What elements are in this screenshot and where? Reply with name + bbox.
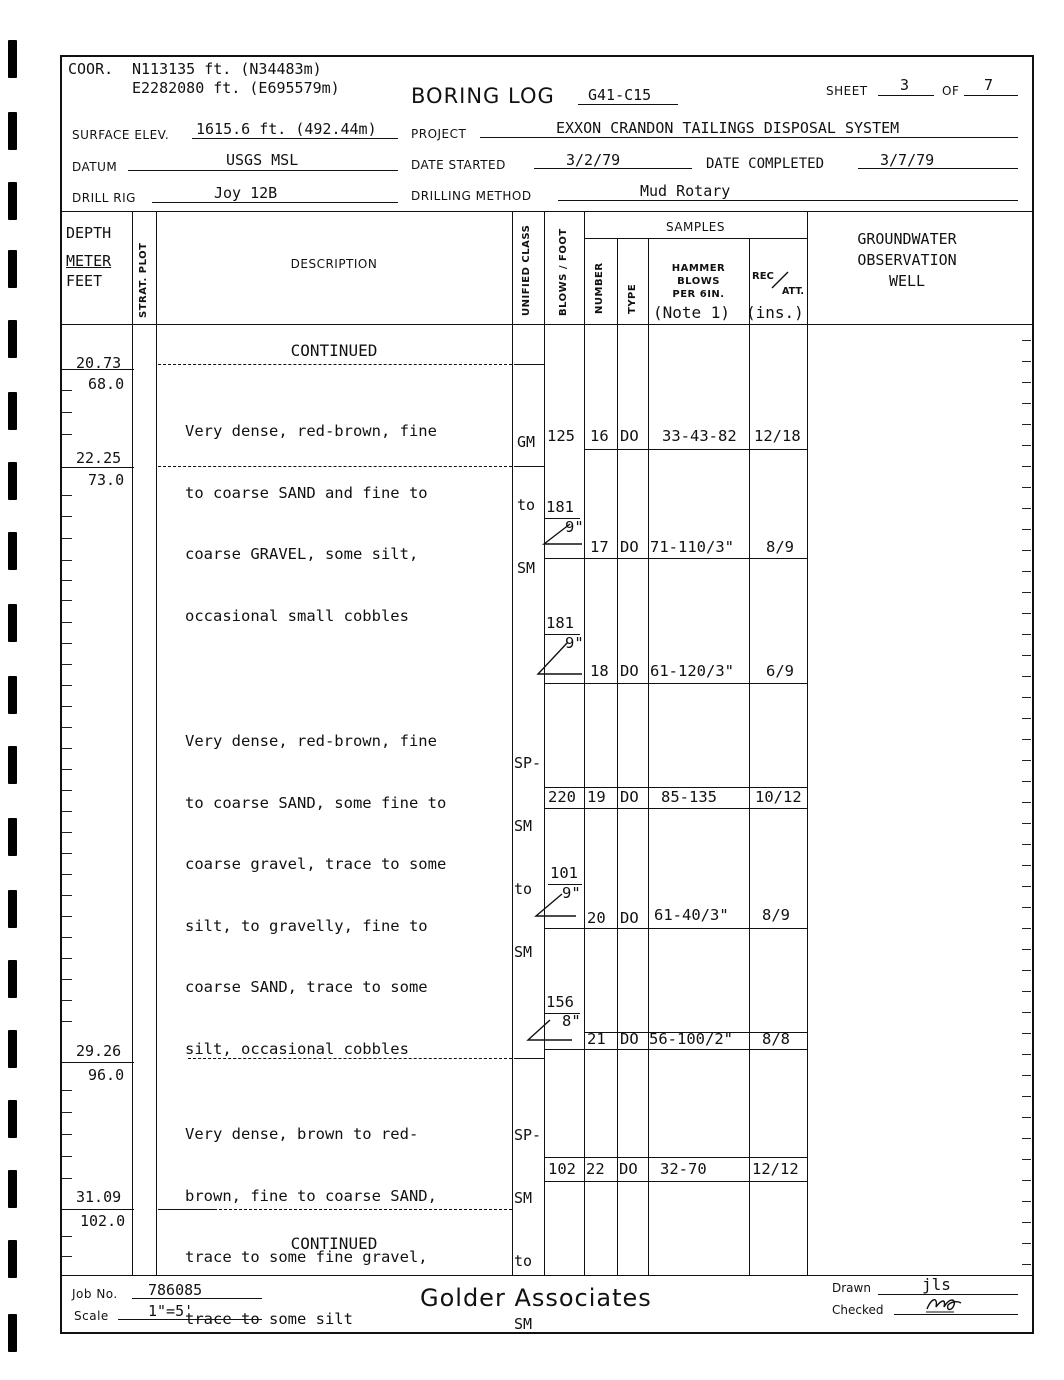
col-unified-class: UNIFIED CLASS — [521, 224, 532, 316]
col-hammer: HAMMER BLOWS PER 6IN. — [671, 263, 726, 300]
sample-number: 21 — [587, 1030, 606, 1048]
blows-penetration: 9" — [565, 518, 584, 536]
sheet-number: 3 — [900, 76, 910, 94]
col-strat-plot: STRAT. PLOT — [138, 242, 149, 318]
datum: USGS MSL — [226, 151, 299, 169]
sample-arrow-icon — [520, 636, 584, 678]
job-label: Job No. — [72, 1287, 118, 1301]
blows-per-foot: 181 — [546, 614, 574, 632]
hammer-blows: 61-40/3" — [654, 906, 729, 924]
drilling-method: Mud Rotary — [640, 182, 731, 200]
hammer-blows: 56-100/2" — [649, 1030, 733, 1048]
drill-rig-label: DRILL RIG — [72, 191, 136, 205]
recovery: 10/12 — [755, 788, 802, 806]
sample-arrow-icon — [526, 890, 584, 922]
sample-number: 20 — [587, 909, 606, 927]
col-description: DESCRIPTION — [290, 257, 378, 271]
depth-meter: 22.25 — [76, 449, 122, 467]
col-meter: METER — [66, 252, 112, 270]
coor-north: N113135 ft. (N34483m) — [132, 60, 322, 78]
continued-bottom: CONTINUED — [290, 1234, 378, 1253]
stratum-2-description: Very dense, red-brown, fine to coarse SAND, some fine to coarse gravel, trace to some silt, to gravelly, fine to coarse SAND, trace to some silt, occasional cobbles — [185, 732, 447, 1058]
sample-type: DO — [620, 662, 639, 680]
sample-type: DO — [620, 538, 639, 556]
recovery: 12/18 — [754, 427, 801, 445]
checked-label: Checked — [832, 1303, 884, 1317]
continued-top: CONTINUED — [290, 341, 378, 360]
blows-per-foot: 101 — [550, 864, 578, 882]
company-name: Golder Associates — [420, 1284, 652, 1312]
drill-rig: Joy 12B — [214, 184, 278, 202]
sample-type: DO — [620, 427, 639, 445]
surface-elev: 1615.6 ft. (492.44m) — [196, 120, 377, 138]
checked-signature — [924, 1293, 964, 1315]
stratum-1-description: Very dense, red-brown, fine to coarse SAND and fine to coarse GRAVEL, some silt, occasional small cobbles — [185, 422, 437, 625]
project-label: PROJECT — [411, 127, 467, 141]
page-title: BORING LOG — [411, 84, 555, 108]
hammer-blows: 61-120/3" — [650, 662, 734, 680]
sample-type: DO — [620, 788, 639, 806]
col-samples: SAMPLES — [665, 220, 726, 234]
col-type: TYPE — [627, 283, 638, 314]
recovery: 8/8 — [762, 1030, 790, 1048]
stratum-3-class: SP- SM to SM — [514, 1126, 542, 1333]
sample-type: DO — [619, 1160, 638, 1178]
col-depth: DEPTH — [66, 224, 112, 242]
blows-per-foot: 125 — [547, 427, 575, 445]
blows-per-foot: 220 — [548, 788, 576, 806]
drilling-method-label: DRILLING METHOD — [411, 189, 532, 203]
sheet-total: 7 — [984, 76, 994, 94]
stratum-2-class: SP- SM to SM — [514, 754, 542, 961]
hammer-blows: 33-43-82 — [662, 427, 737, 445]
sample-arrow-icon — [516, 1014, 584, 1046]
datum-label: DATUM — [72, 160, 118, 174]
blows-penetration: 8" — [562, 1012, 581, 1030]
col-blows-per-foot: BLOWS / FOOT — [558, 228, 569, 316]
recovery: 6/9 — [766, 662, 794, 680]
drawn-by: jls — [922, 1275, 951, 1294]
depth-feet: 68.0 — [88, 375, 125, 393]
blows-penetration: 9" — [565, 634, 584, 652]
scale: 1"=5' — [148, 1302, 194, 1320]
col-hammer-note: (Note 1) — [653, 303, 731, 322]
boring-id: G41-C15 — [588, 86, 652, 104]
blows-per-foot: 102 — [548, 1160, 576, 1178]
depth-meter: 31.09 — [76, 1188, 122, 1206]
blows-per-foot: 181 — [546, 498, 574, 516]
col-feet: FEET — [66, 272, 103, 290]
blows-penetration: 9" — [562, 884, 581, 902]
surface-elev-label: SURFACE ELEV. — [72, 128, 170, 142]
depth-meter: 29.26 — [76, 1042, 122, 1060]
hammer-blows: 32-70 — [660, 1160, 707, 1178]
date-started-label: DATE STARTED — [411, 158, 506, 172]
date-completed: 3/7/79 — [880, 151, 935, 169]
recovery: 12/12 — [752, 1160, 799, 1178]
col-groundwater: GROUNDWATER OBSERVATION WELL — [857, 230, 957, 290]
sample-type: DO — [620, 909, 639, 927]
date-completed-label: DATE COMPLETED — [706, 156, 825, 172]
sample-arrow-icon — [530, 520, 586, 560]
sample-number: 16 — [590, 427, 609, 445]
sample-number: 19 — [587, 788, 606, 806]
drawn-label: Drawn — [832, 1281, 871, 1295]
depth-feet: 73.0 — [88, 471, 125, 489]
depth-feet: 102.0 — [80, 1212, 126, 1230]
col-number: NUMBER — [594, 262, 605, 314]
stratum-3-description: Very dense, brown to red- brown, fine to coarse SAND, trace to some fine gravel, trace to some silt — [185, 1125, 437, 1328]
coor-east: E2282080 ft. (E695579m) — [132, 79, 340, 97]
coor-label: COOR. — [68, 60, 114, 78]
job-number: 786085 — [148, 1281, 203, 1299]
sample-type: DO — [620, 1030, 639, 1048]
col-rec: REC — [752, 271, 774, 282]
depth-meter: 20.73 — [76, 354, 122, 372]
depth-feet: 96.0 — [88, 1066, 125, 1084]
sample-number: 17 — [590, 538, 609, 556]
recovery: 8/9 — [762, 906, 790, 924]
project: EXXON CRANDON TAILINGS DISPOSAL SYSTEM — [556, 119, 900, 137]
hammer-blows: 71-110/3" — [650, 538, 734, 556]
stratum-1-class: GM to SM — [517, 433, 536, 577]
date-started: 3/2/79 — [566, 151, 621, 169]
recovery: 8/9 — [766, 538, 794, 556]
hammer-blows: 85-135 — [661, 788, 717, 806]
sample-number: 18 — [590, 662, 609, 680]
sample-number: 22 — [586, 1160, 605, 1178]
sheet-label: SHEET — [826, 84, 868, 98]
blows-per-foot: 156 — [546, 993, 574, 1011]
scale-label: Scale — [74, 1309, 109, 1323]
col-att: ATT. — [782, 286, 804, 297]
col-rec-units: (ins.) — [746, 303, 804, 322]
of-label: OF — [942, 84, 960, 98]
